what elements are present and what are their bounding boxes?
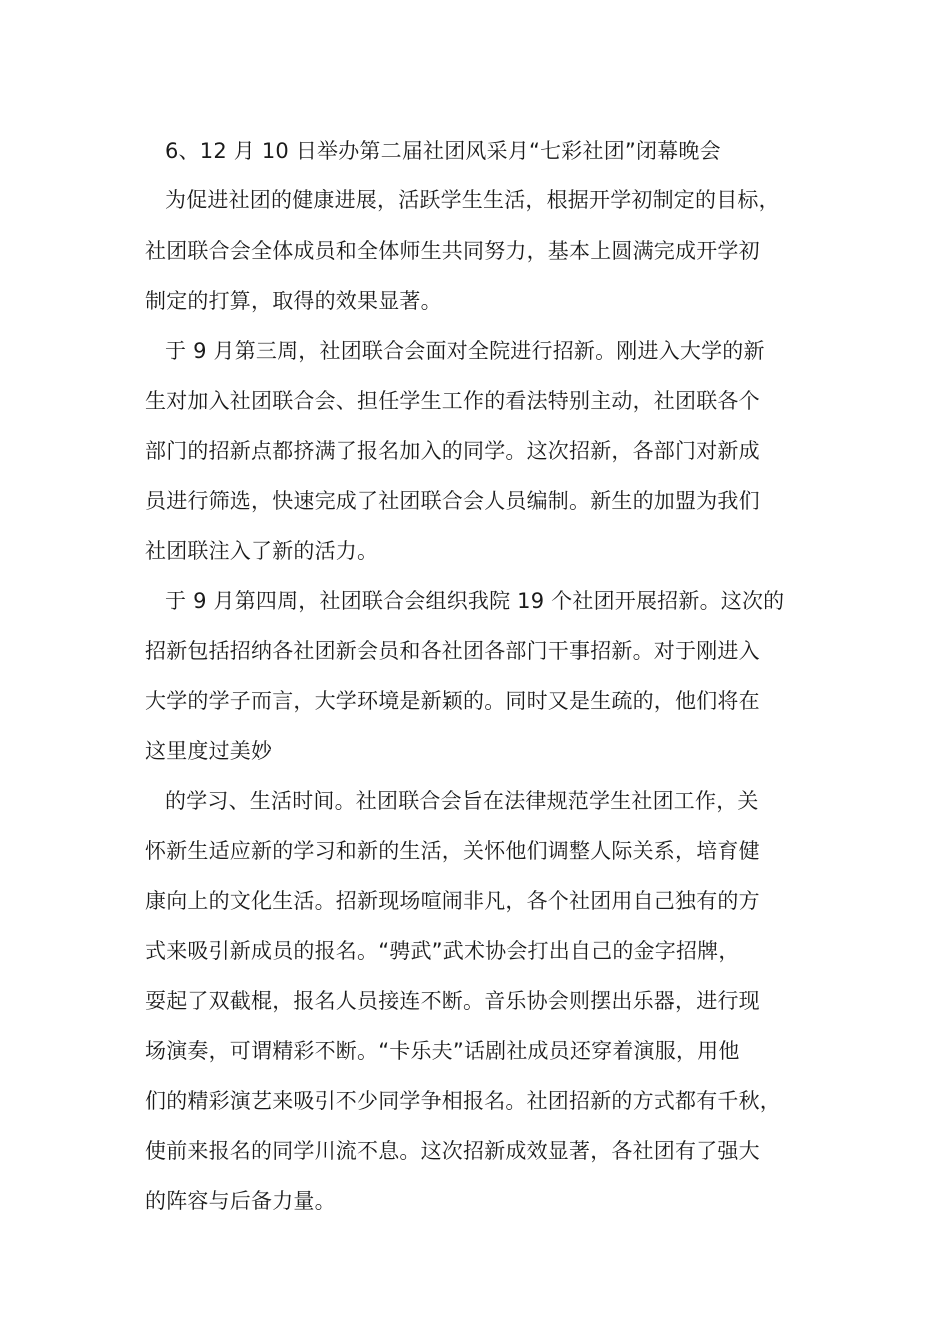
- paragraph-4-line-9: 的阵容与后备力量。: [145, 1189, 336, 1213]
- paragraph-3-line-4: 这里度过美妙: [145, 739, 273, 763]
- section-heading: 6、12 月 10 日举办第二届社团风采月“七彩社团”闭幕晚会: [165, 139, 721, 163]
- paragraph-4-line-2: 怀新生适应新的学习和新的生活，关怀他们调整人际关系，培育健: [145, 839, 760, 863]
- paragraph-3-line-1: 于 9 月第四周，社团联合会组织我院 19 个社团开展招新。这次的: [165, 589, 785, 613]
- paragraph-1-line-3: 制定的打算，取得的效果显著。: [145, 289, 442, 313]
- paragraph-4-line-8: 使前来报名的同学川流不息。这次招新成效显著，各社团有了强大: [145, 1139, 760, 1163]
- paragraph-1-line-2: 社团联合会全体成员和全体师生共同努力，基本上圆满完成开学初: [145, 239, 760, 263]
- paragraph-2-line-2: 生对加入社团联合会、担任学生工作的看法特别主动，社团联各个: [145, 389, 760, 413]
- paragraph-2-line-3: 部门的招新点都挤满了报名加入的同学。这次招新，各部门对新成: [145, 439, 760, 463]
- paragraph-2-line-1: 于 9 月第三周，社团联合会面对全院进行招新。刚进入大学的新: [165, 339, 765, 363]
- paragraph-4-line-4: 式来吸引新成员的报名。“骋武”武术协会打出自己的金字招牌，: [145, 939, 740, 963]
- paragraph-2-line-5: 社团联注入了新的活力。: [145, 539, 379, 563]
- paragraph-4-line-1: 的学习、生活时间。社团联合会旨在法律规范学生社团工作，关: [165, 789, 759, 813]
- paragraph-2-line-4: 员进行筛选，快速完成了社团联合会人员编制。新生的加盟为我们: [145, 489, 760, 513]
- paragraph-1-line-1: 为促进社团的健康进展，活跃学生生活，根据开学初制定的目标，: [165, 188, 780, 212]
- paragraph-3-line-2: 招新包括招纳各社团新会员和各社团各部门干事招新。对于刚进入: [145, 639, 760, 663]
- paragraph-4-line-5: 耍起了双截棍，报名人员接连不断。音乐协会则摆出乐器，进行现: [145, 989, 760, 1013]
- paragraph-4-line-3: 康向上的文化生活。招新现场喧闹非凡，各个社团用自己独有的方: [145, 889, 760, 913]
- paragraph-4-line-7: 们的精彩演艺来吸引不少同学争相报名。社团招新的方式都有千秋，: [145, 1089, 781, 1113]
- paragraph-4-line-6: 场演奏，可谓精彩不断。“卡乐夫”话剧社成员还穿着演服，用他: [145, 1039, 740, 1063]
- paragraph-3-line-3: 大学的学子而言，大学环境是新颖的。同时又是生疏的，他们将在: [145, 689, 760, 713]
